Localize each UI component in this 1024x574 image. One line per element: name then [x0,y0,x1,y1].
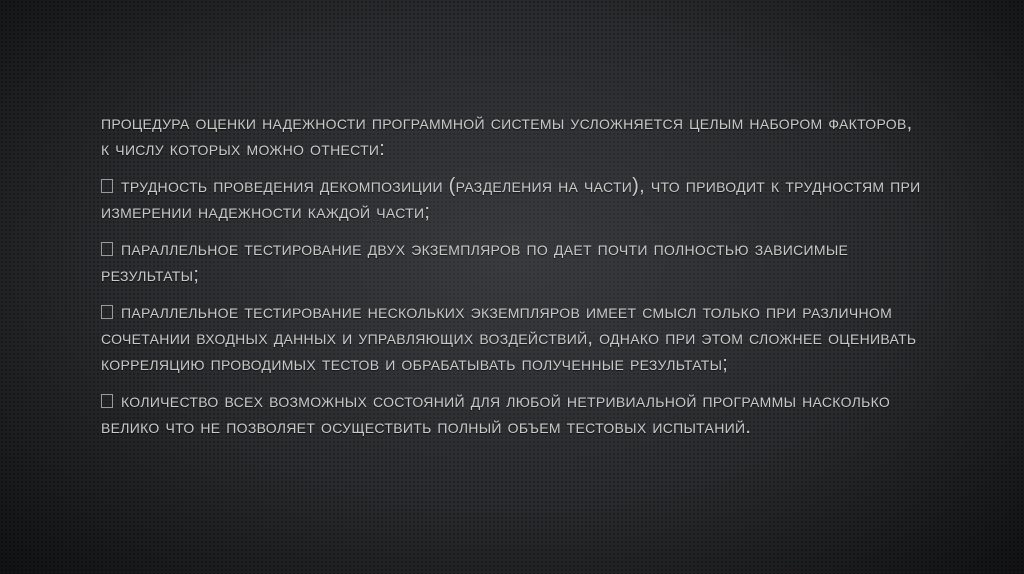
bullet-box-icon [101,242,113,256]
bullet-text: количество всех возможных состояний для любой нетривиальной программы насколько велико что не позволяет осуществить полный объем тестовых испытаний. [101,390,891,438]
intro-paragraph: процедура оценки надежности программной системы усложняется целым набором факторов, к числу которых можно отнести: [101,112,913,160]
bullet-item-1 [101,173,921,225]
bullet-box-icon [101,394,113,408]
bullet-text: параллельное тестирование двух экземпляров по дает почти полностью зависимые результаты; [101,238,849,286]
bullet-item-4 [101,388,921,440]
bullet-text: трудность проведения декомпозиции (разделения на части), что приводит к трудностям при измерении надежности каждой части; [101,175,921,223]
bullet-box-icon [101,179,113,193]
bullet-text: параллельное тестирование нескольких экземпляров имеет смысл только при различном сочетании входных данных и управляющих воздействий, однако при этом сложнее оценивать корреляцию проводимых тестов и обрабатывать полученные результаты; [101,301,917,375]
bullet-box-icon [101,305,113,319]
bullet-item-2 [101,236,921,288]
slide-body [101,110,921,451]
bullet-item-3 [101,299,921,377]
